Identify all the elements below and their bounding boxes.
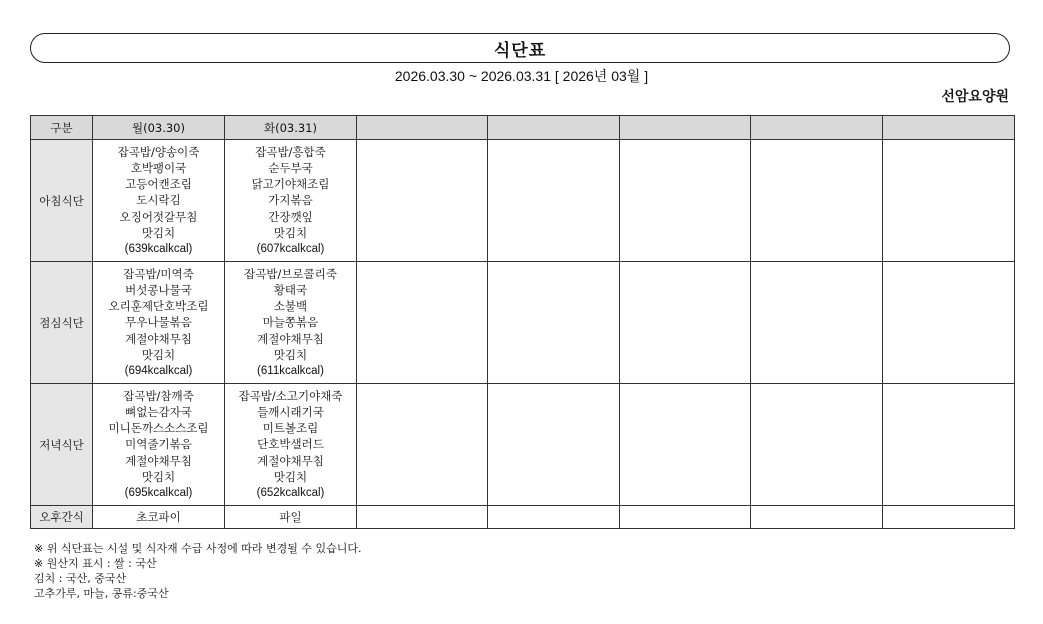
dish: 뼈없는감자국	[125, 404, 192, 419]
dish: 황태국	[273, 282, 308, 297]
footnote-origin-rice: ※ 원산지 표시 : 쌀 : 국산	[34, 557, 157, 570]
row-label-lunch: 점심식단	[31, 262, 93, 384]
calorie-value: (639kcalkcal)	[124, 243, 193, 255]
empty-cell	[488, 262, 620, 384]
footnote-origin-spices: 고추가루, 마늘, 콩류:중국산	[34, 587, 169, 600]
header-empty-6	[751, 116, 883, 140]
dish: 계절야채무침	[125, 331, 192, 346]
date-range: 2026.03.30 ~ 2026.03.31 [ 2026년 03월 ]	[394, 68, 649, 84]
menu-title: 식단표	[30, 33, 1010, 63]
dish: 가지볶음	[268, 193, 313, 208]
row-label-snack: 오후간식	[31, 506, 93, 529]
dish: 닭고기야채조림	[251, 177, 330, 192]
dish: 도시락김	[136, 193, 181, 208]
dish: 잡곡밥/브로콜리죽	[244, 266, 337, 281]
dish: 미역줄기볶음	[125, 437, 192, 452]
dish: 파일	[279, 509, 302, 524]
calorie-value: (611kcalkcal)	[257, 365, 324, 377]
dish: 미트볼조림	[262, 421, 319, 436]
empty-cell	[883, 140, 1015, 262]
dish: 호박팽이국	[130, 160, 187, 175]
snack-cell	[93, 506, 225, 529]
meal-cell	[93, 140, 225, 262]
empty-cell	[488, 506, 620, 529]
dish: 잡곡밥/참깨죽	[123, 388, 194, 403]
empty-cell	[883, 506, 1015, 529]
empty-cell	[357, 384, 488, 506]
dish: 맛김치	[141, 225, 176, 240]
dish: 계절야채무침	[125, 453, 192, 468]
empty-cell	[488, 140, 620, 262]
empty-cell	[357, 506, 488, 529]
dish: 오리훈제단호박조림	[108, 299, 209, 314]
empty-cell	[620, 384, 751, 506]
header-empty-7	[883, 116, 1015, 140]
row-label-dinner: 저녁식단	[31, 384, 93, 506]
dish: 잡곡밥/소고기야채죽	[238, 388, 343, 403]
dish: 잡곡밥/흥합죽	[255, 144, 326, 159]
empty-cell	[488, 384, 620, 506]
dish: 오징어젓갈무침	[119, 209, 198, 224]
dish: 마늘쫑볶음	[262, 315, 319, 330]
header-empty-3	[357, 116, 488, 140]
meal-cell	[93, 262, 225, 384]
calorie-value: (694kcalkcal)	[124, 365, 193, 377]
dish: 잡곡밥/미역죽	[123, 266, 194, 281]
snack-cell	[225, 506, 357, 529]
calorie-value: (695kcalkcal)	[124, 487, 193, 499]
dish: 맛김치	[273, 225, 308, 240]
dish: 소불백	[273, 299, 308, 314]
empty-cell	[751, 384, 883, 506]
dish: 순두부국	[268, 160, 313, 175]
footnote-change-notice: ※ 위 식단표는 시설 및 식자재 수급 사정에 따라 변경될 수 있습니다.	[34, 542, 362, 555]
empty-cell	[357, 262, 488, 384]
header-day-1: 월(03.30)	[93, 116, 225, 140]
dish: 맛김치	[273, 347, 308, 362]
header-empty-4	[488, 116, 620, 140]
dish: 맛김치	[273, 469, 308, 484]
row-label-breakfast: 아침식단	[31, 140, 93, 262]
header-empty-5	[620, 116, 751, 140]
dish: 맛김치	[141, 469, 176, 484]
header-category: 구분	[31, 116, 93, 140]
empty-cell	[620, 262, 751, 384]
footnote-origin-kimchi: 김치 : 국산, 중국산	[34, 572, 127, 585]
empty-cell	[620, 140, 751, 262]
empty-cell	[883, 262, 1015, 384]
table-row-breakfast	[31, 140, 1015, 262]
dish: 초코파이	[136, 509, 181, 524]
calorie-value: (652kcalkcal)	[256, 487, 325, 499]
empty-cell	[883, 384, 1015, 506]
dish: 맛김치	[141, 347, 176, 362]
meal-table	[30, 115, 1015, 529]
dish: 간장깻잎	[268, 209, 313, 224]
dish: 버섯콩나물국	[125, 282, 192, 297]
table-row-dinner	[31, 384, 1015, 506]
meal-cell	[93, 384, 225, 506]
meal-cell	[225, 262, 357, 384]
footnotes	[34, 541, 361, 601]
table-row-snack	[31, 506, 1015, 529]
dish: 단호박샐러드	[257, 437, 324, 452]
table-row-lunch	[31, 262, 1015, 384]
empty-cell	[751, 506, 883, 529]
table-header-row	[31, 116, 1015, 140]
meal-cell	[225, 384, 357, 506]
empty-cell	[751, 140, 883, 262]
dish: 계절야채무침	[257, 453, 324, 468]
calorie-value: (607kcalkcal)	[256, 243, 325, 255]
dish: 계절야채무침	[257, 331, 324, 346]
organization-name: 선암요양원	[941, 89, 1009, 105]
dish: 잡곡밥/양송이죽	[117, 144, 200, 159]
dish: 무우나물볶음	[125, 315, 192, 330]
meal-cell	[225, 140, 357, 262]
dish: 들깨시래기국	[257, 404, 324, 419]
dish: 미니돈까스소스조림	[108, 421, 209, 436]
empty-cell	[751, 262, 883, 384]
header-day-2: 화(03.31)	[225, 116, 357, 140]
dish: 고등어캔조림	[125, 177, 192, 192]
empty-cell	[357, 140, 488, 262]
empty-cell	[620, 506, 751, 529]
